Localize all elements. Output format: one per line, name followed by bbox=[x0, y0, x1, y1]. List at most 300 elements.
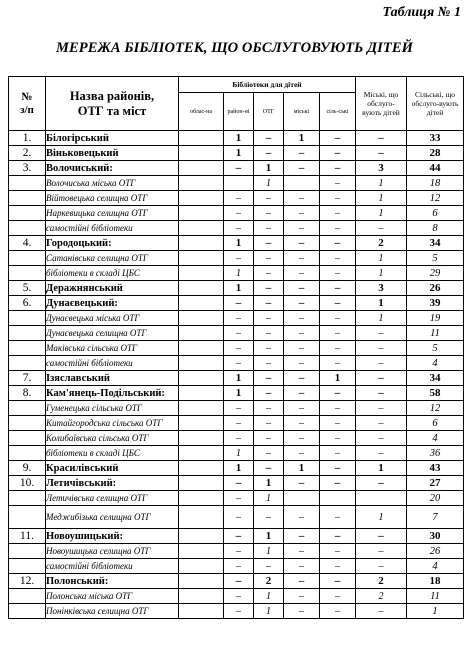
regional-count bbox=[179, 236, 224, 251]
regional-count bbox=[179, 574, 224, 589]
rural-count: – bbox=[320, 221, 356, 236]
district-count: – bbox=[224, 356, 254, 371]
regional-count bbox=[179, 431, 224, 446]
district-count: – bbox=[224, 491, 254, 506]
village-serving-count: 26 bbox=[407, 281, 464, 296]
row-number bbox=[9, 604, 46, 619]
district-count: – bbox=[224, 431, 254, 446]
column-header-name bbox=[46, 77, 179, 131]
regional-count bbox=[179, 146, 224, 161]
row-name: Волочиський: bbox=[46, 161, 179, 176]
district-count: 1 bbox=[224, 281, 254, 296]
row-name: Летичівська селищна ОТГ bbox=[46, 491, 179, 506]
village-serving-count: 19 bbox=[407, 311, 464, 326]
row-number bbox=[9, 341, 46, 356]
row-name: Маківська сільська ОТГ bbox=[46, 341, 179, 356]
table-row bbox=[9, 401, 464, 416]
village-serving-count: 4 bbox=[407, 559, 464, 574]
village-serving-count: 29 bbox=[407, 266, 464, 281]
table-row bbox=[9, 544, 464, 559]
regional-count bbox=[179, 221, 224, 236]
rural-count: – bbox=[320, 559, 356, 574]
district-count: – bbox=[224, 341, 254, 356]
urban-count: – bbox=[284, 371, 320, 386]
otg-count: – bbox=[254, 356, 284, 371]
otg-count: – bbox=[254, 221, 284, 236]
row-name: Новоушицька селищна ОТГ bbox=[46, 544, 179, 559]
city-serving-count: 2 bbox=[356, 236, 407, 251]
otg-count: 2 bbox=[254, 574, 284, 589]
regional-count bbox=[179, 491, 224, 506]
district-count: – bbox=[224, 206, 254, 221]
table-row bbox=[9, 559, 464, 574]
otg-count: 1 bbox=[254, 476, 284, 491]
row-number bbox=[9, 206, 46, 221]
table-row bbox=[9, 161, 464, 176]
village-serving-count: 44 bbox=[407, 161, 464, 176]
row-name: Війтовецька селищна ОТГ bbox=[46, 191, 179, 206]
urban-count: – bbox=[284, 341, 320, 356]
otg-count: 1 bbox=[254, 589, 284, 604]
district-count: 1 bbox=[224, 266, 254, 281]
district-count: – bbox=[224, 311, 254, 326]
column-header-otg bbox=[254, 93, 284, 131]
regional-count bbox=[179, 176, 224, 191]
regional-count bbox=[179, 251, 224, 266]
row-number bbox=[9, 544, 46, 559]
urban-count: – bbox=[284, 281, 320, 296]
rural-count: – bbox=[320, 341, 356, 356]
district-count: – bbox=[224, 476, 254, 491]
urban-count: – bbox=[284, 221, 320, 236]
urban-count: – bbox=[284, 161, 320, 176]
column-header-rural bbox=[320, 93, 356, 131]
rural-count: – bbox=[320, 326, 356, 341]
village-serving-count: 5 bbox=[407, 251, 464, 266]
table-row bbox=[9, 191, 464, 206]
urban-count bbox=[284, 176, 320, 191]
rural-count: – bbox=[320, 431, 356, 446]
otg-count: – bbox=[254, 559, 284, 574]
otg-count: 1 bbox=[254, 491, 284, 506]
otg-count: – bbox=[254, 341, 284, 356]
urban-count: – bbox=[284, 296, 320, 311]
otg-count: – bbox=[254, 131, 284, 146]
urban-count: – bbox=[284, 604, 320, 619]
city-serving-count: – bbox=[356, 131, 407, 146]
regional-count bbox=[179, 604, 224, 619]
otg-count: – bbox=[254, 206, 284, 221]
regional-count bbox=[179, 296, 224, 311]
rural-count: – bbox=[320, 356, 356, 371]
urban-count: – bbox=[284, 326, 320, 341]
row-name: самостійні бібліотеки bbox=[46, 221, 179, 236]
district-count: – bbox=[224, 296, 254, 311]
city-serving-count: 1 bbox=[356, 176, 407, 191]
row-name: Дунаєвецька міська ОТГ bbox=[46, 311, 179, 326]
urban-count: 1 bbox=[284, 131, 320, 146]
rural-count: – bbox=[320, 401, 356, 416]
libraries-table bbox=[8, 76, 464, 619]
city-serving-count: – bbox=[356, 341, 407, 356]
village-serving-count: 34 bbox=[407, 371, 464, 386]
regional-count bbox=[179, 529, 224, 544]
rural-count: – bbox=[320, 386, 356, 401]
column-header-city bbox=[356, 77, 407, 131]
table-row bbox=[9, 131, 464, 146]
table-row bbox=[9, 281, 464, 296]
urban-count: – bbox=[284, 206, 320, 221]
otg-count: – bbox=[254, 371, 284, 386]
village-serving-count: 26 bbox=[407, 544, 464, 559]
city-serving-count: 1 bbox=[356, 206, 407, 221]
city-serving-count: – bbox=[356, 371, 407, 386]
table-row bbox=[9, 446, 464, 461]
city-serving-count: – bbox=[356, 604, 407, 619]
row-number: 6. bbox=[9, 296, 46, 311]
rural-count: – bbox=[320, 251, 356, 266]
city-serving-count bbox=[356, 491, 407, 506]
village-serving-count: 39 bbox=[407, 296, 464, 311]
table-row bbox=[9, 371, 464, 386]
table-row bbox=[9, 206, 464, 221]
city-serving-count: – bbox=[356, 356, 407, 371]
village-serving-count: 12 bbox=[407, 401, 464, 416]
column-header-village-text: Сільські, що обслуго-вують дітей bbox=[411, 90, 459, 117]
city-serving-count: 1 bbox=[356, 191, 407, 206]
row-name: Китайгородська сільська ОТГ bbox=[46, 416, 179, 431]
district-count: 1 bbox=[224, 236, 254, 251]
column-header-name-text: Назва районів, ОТГ та міст bbox=[69, 88, 155, 118]
regional-count bbox=[179, 206, 224, 221]
otg-count: – bbox=[254, 431, 284, 446]
row-name: Волочиська міська ОТГ bbox=[46, 176, 179, 191]
otg-count: – bbox=[254, 296, 284, 311]
city-serving-count: 1 bbox=[356, 311, 407, 326]
table-row bbox=[9, 296, 464, 311]
village-serving-count: 30 bbox=[407, 529, 464, 544]
row-name: Полонський: bbox=[46, 574, 179, 589]
rural-count: – bbox=[320, 191, 356, 206]
regional-count bbox=[179, 559, 224, 574]
village-serving-count: 6 bbox=[407, 416, 464, 431]
table-row bbox=[9, 491, 464, 506]
row-number bbox=[9, 311, 46, 326]
row-name: Дунаєвецька селищна ОТГ bbox=[46, 326, 179, 341]
rural-count: – bbox=[320, 574, 356, 589]
row-number bbox=[9, 356, 46, 371]
city-serving-count: 3 bbox=[356, 161, 407, 176]
district-count: – bbox=[224, 589, 254, 604]
city-serving-count: – bbox=[356, 544, 407, 559]
district-count: 1 bbox=[224, 446, 254, 461]
regional-count bbox=[179, 476, 224, 491]
city-serving-count: – bbox=[356, 476, 407, 491]
row-number bbox=[9, 251, 46, 266]
district-count: 1 bbox=[224, 146, 254, 161]
urban-count: – bbox=[284, 446, 320, 461]
otg-count: 1 bbox=[254, 544, 284, 559]
village-serving-count: 11 bbox=[407, 589, 464, 604]
row-name: Полонська міська ОТГ bbox=[46, 589, 179, 604]
row-number: 4. bbox=[9, 236, 46, 251]
row-number bbox=[9, 191, 46, 206]
regional-count bbox=[179, 326, 224, 341]
otg-count: – bbox=[254, 311, 284, 326]
urban-count: – bbox=[284, 146, 320, 161]
regional-count bbox=[179, 416, 224, 431]
regional-count bbox=[179, 356, 224, 371]
city-serving-count: 2 bbox=[356, 589, 407, 604]
urban-count: – bbox=[284, 401, 320, 416]
table-row bbox=[9, 604, 464, 619]
row-name: Білогірський bbox=[46, 131, 179, 146]
district-count: 1 bbox=[224, 371, 254, 386]
rural-count: 1 bbox=[320, 371, 356, 386]
row-number bbox=[9, 559, 46, 574]
district-count: – bbox=[224, 416, 254, 431]
rural-count: – bbox=[320, 266, 356, 281]
row-number bbox=[9, 431, 46, 446]
row-number bbox=[9, 266, 46, 281]
urban-count: – bbox=[284, 416, 320, 431]
column-header-number-text: № з/п bbox=[20, 90, 34, 116]
table-row bbox=[9, 529, 464, 544]
otg-count: – bbox=[254, 266, 284, 281]
village-serving-count: 6 bbox=[407, 206, 464, 221]
otg-count: – bbox=[254, 236, 284, 251]
row-number: 7. bbox=[9, 371, 46, 386]
rural-count: – bbox=[320, 476, 356, 491]
village-serving-count: 36 bbox=[407, 446, 464, 461]
row-number: 2. bbox=[9, 146, 46, 161]
table-row bbox=[9, 221, 464, 236]
village-serving-count: 34 bbox=[407, 236, 464, 251]
table-row bbox=[9, 506, 464, 529]
city-serving-count: 1 bbox=[356, 506, 407, 529]
village-serving-count: 11 bbox=[407, 326, 464, 341]
otg-count: 1 bbox=[254, 176, 284, 191]
row-name: Городоцький: bbox=[46, 236, 179, 251]
urban-count: – bbox=[284, 311, 320, 326]
table-row bbox=[9, 311, 464, 326]
column-header-village bbox=[407, 77, 464, 131]
row-number bbox=[9, 401, 46, 416]
row-number: 10. bbox=[9, 476, 46, 491]
village-serving-count: 5 bbox=[407, 341, 464, 356]
regional-count bbox=[179, 281, 224, 296]
otg-count: – bbox=[254, 461, 284, 476]
city-serving-count: – bbox=[356, 416, 407, 431]
otg-count: – bbox=[254, 191, 284, 206]
village-serving-count: 4 bbox=[407, 431, 464, 446]
district-count: – bbox=[224, 251, 254, 266]
otg-count: – bbox=[254, 401, 284, 416]
otg-count: – bbox=[254, 386, 284, 401]
rural-count: – bbox=[320, 236, 356, 251]
table-row bbox=[9, 461, 464, 476]
regional-count bbox=[179, 191, 224, 206]
village-serving-count: 58 bbox=[407, 386, 464, 401]
row-name: Деражнянський bbox=[46, 281, 179, 296]
table-row bbox=[9, 476, 464, 491]
city-serving-count: – bbox=[356, 431, 407, 446]
regional-count bbox=[179, 131, 224, 146]
district-count: – bbox=[224, 529, 254, 544]
village-serving-count: 33 bbox=[407, 131, 464, 146]
document-title: МЕРЕЖА БІБЛІОТЕК, ЩО ОБСЛУГОВУЮТЬ ДІТЕЙ bbox=[55, 40, 414, 56]
regional-count bbox=[179, 401, 224, 416]
urban-count: – bbox=[284, 544, 320, 559]
regional-count bbox=[179, 544, 224, 559]
urban-count: – bbox=[284, 266, 320, 281]
row-name: Меджибізька селищна ОТГ bbox=[46, 506, 179, 529]
row-name: Сатанівська селищна ОТГ bbox=[46, 251, 179, 266]
column-header-regional bbox=[179, 93, 224, 131]
district-count: – bbox=[224, 191, 254, 206]
column-header-district-text: район-ні bbox=[227, 108, 250, 115]
otg-count: 1 bbox=[254, 604, 284, 619]
column-header-children-libraries: Бібліотеки для дітей bbox=[179, 77, 356, 93]
city-serving-count: – bbox=[356, 221, 407, 236]
regional-count bbox=[179, 341, 224, 356]
row-name: Летичівський: bbox=[46, 476, 179, 491]
district-count: – bbox=[224, 604, 254, 619]
village-serving-count: 28 bbox=[407, 146, 464, 161]
row-name: Дунаєвецький: bbox=[46, 296, 179, 311]
row-number: 5. bbox=[9, 281, 46, 296]
table-row bbox=[9, 431, 464, 446]
urban-count: – bbox=[284, 431, 320, 446]
rural-count: – bbox=[320, 296, 356, 311]
district-count: – bbox=[224, 559, 254, 574]
city-serving-count: 1 bbox=[356, 251, 407, 266]
column-header-rural-text: сіль-ські bbox=[326, 108, 349, 115]
urban-count: – bbox=[284, 589, 320, 604]
district-count: – bbox=[224, 221, 254, 236]
row-name: Кам'янець-Подільський: bbox=[46, 386, 179, 401]
column-header-otg-text: ОТГ bbox=[262, 108, 275, 115]
city-serving-count: – bbox=[356, 386, 407, 401]
district-count: 1 bbox=[224, 131, 254, 146]
city-serving-count: – bbox=[356, 401, 407, 416]
regional-count bbox=[179, 266, 224, 281]
row-name: Новоушицький: bbox=[46, 529, 179, 544]
urban-count: – bbox=[284, 574, 320, 589]
rural-count: – bbox=[320, 604, 356, 619]
district-count: 1 bbox=[224, 461, 254, 476]
row-number: 3. bbox=[9, 161, 46, 176]
table-body bbox=[9, 131, 464, 619]
urban-count: – bbox=[284, 506, 320, 529]
table-row bbox=[9, 251, 464, 266]
village-serving-count: 4 bbox=[407, 356, 464, 371]
row-name: Красилівський bbox=[46, 461, 179, 476]
village-serving-count: 27 bbox=[407, 476, 464, 491]
regional-count bbox=[179, 161, 224, 176]
village-serving-count: 12 bbox=[407, 191, 464, 206]
rural-count: – bbox=[320, 544, 356, 559]
urban-count: – bbox=[284, 191, 320, 206]
regional-count bbox=[179, 461, 224, 476]
village-serving-count: 8 bbox=[407, 221, 464, 236]
row-name: самостійні бібліотеки bbox=[46, 356, 179, 371]
city-serving-count: 2 bbox=[356, 574, 407, 589]
rural-count bbox=[320, 491, 356, 506]
table-row bbox=[9, 416, 464, 431]
row-name: Понінківська селищна ОТГ bbox=[46, 604, 179, 619]
city-serving-count: – bbox=[356, 559, 407, 574]
city-serving-count: 1 bbox=[356, 296, 407, 311]
column-header-district bbox=[224, 93, 254, 131]
otg-count: 1 bbox=[254, 161, 284, 176]
row-number bbox=[9, 176, 46, 191]
rural-count: – bbox=[320, 146, 356, 161]
city-serving-count: – bbox=[356, 446, 407, 461]
city-serving-count: – bbox=[356, 146, 407, 161]
column-header-number bbox=[9, 77, 46, 131]
rural-count: – bbox=[320, 416, 356, 431]
district-count: – bbox=[224, 544, 254, 559]
urban-count: – bbox=[284, 236, 320, 251]
otg-count: – bbox=[254, 446, 284, 461]
row-number: 8. bbox=[9, 386, 46, 401]
row-number bbox=[9, 491, 46, 506]
column-header-city-text: Міські, що обслуго-вують дітей bbox=[362, 90, 400, 117]
column-header-urban-text: міські bbox=[293, 108, 310, 115]
district-count bbox=[224, 176, 254, 191]
table-row bbox=[9, 589, 464, 604]
regional-count bbox=[179, 386, 224, 401]
row-name: самостійні бібліотеки bbox=[46, 559, 179, 574]
table-row bbox=[9, 266, 464, 281]
row-number: 1. bbox=[9, 131, 46, 146]
urban-count: – bbox=[284, 529, 320, 544]
village-serving-count: 1 bbox=[407, 604, 464, 619]
rural-count: – bbox=[320, 311, 356, 326]
otg-count: – bbox=[254, 146, 284, 161]
regional-count bbox=[179, 446, 224, 461]
row-number bbox=[9, 221, 46, 236]
row-name: бібліотеки в складі ЦБС bbox=[46, 266, 179, 281]
rural-count: – bbox=[320, 131, 356, 146]
rural-count: – bbox=[320, 461, 356, 476]
table-row bbox=[9, 356, 464, 371]
district-count: 1 bbox=[224, 386, 254, 401]
row-number bbox=[9, 446, 46, 461]
city-serving-count: 3 bbox=[356, 281, 407, 296]
table-number-label: Таблиця № 1 bbox=[382, 5, 461, 20]
urban-count: – bbox=[284, 386, 320, 401]
rural-count: – bbox=[320, 446, 356, 461]
table-row bbox=[9, 176, 464, 191]
urban-count: 1 bbox=[284, 461, 320, 476]
district-count: – bbox=[224, 574, 254, 589]
table-row bbox=[9, 574, 464, 589]
row-number bbox=[9, 326, 46, 341]
table-row bbox=[9, 146, 464, 161]
rural-count: – bbox=[320, 529, 356, 544]
district-count: – bbox=[224, 326, 254, 341]
district-count: – bbox=[224, 506, 254, 529]
rural-count: – bbox=[320, 176, 356, 191]
row-name: Ізяславський bbox=[46, 371, 179, 386]
village-serving-count: 18 bbox=[407, 574, 464, 589]
otg-count: 1 bbox=[254, 529, 284, 544]
column-header-urban bbox=[284, 93, 320, 131]
rural-count: – bbox=[320, 589, 356, 604]
otg-count: – bbox=[254, 251, 284, 266]
